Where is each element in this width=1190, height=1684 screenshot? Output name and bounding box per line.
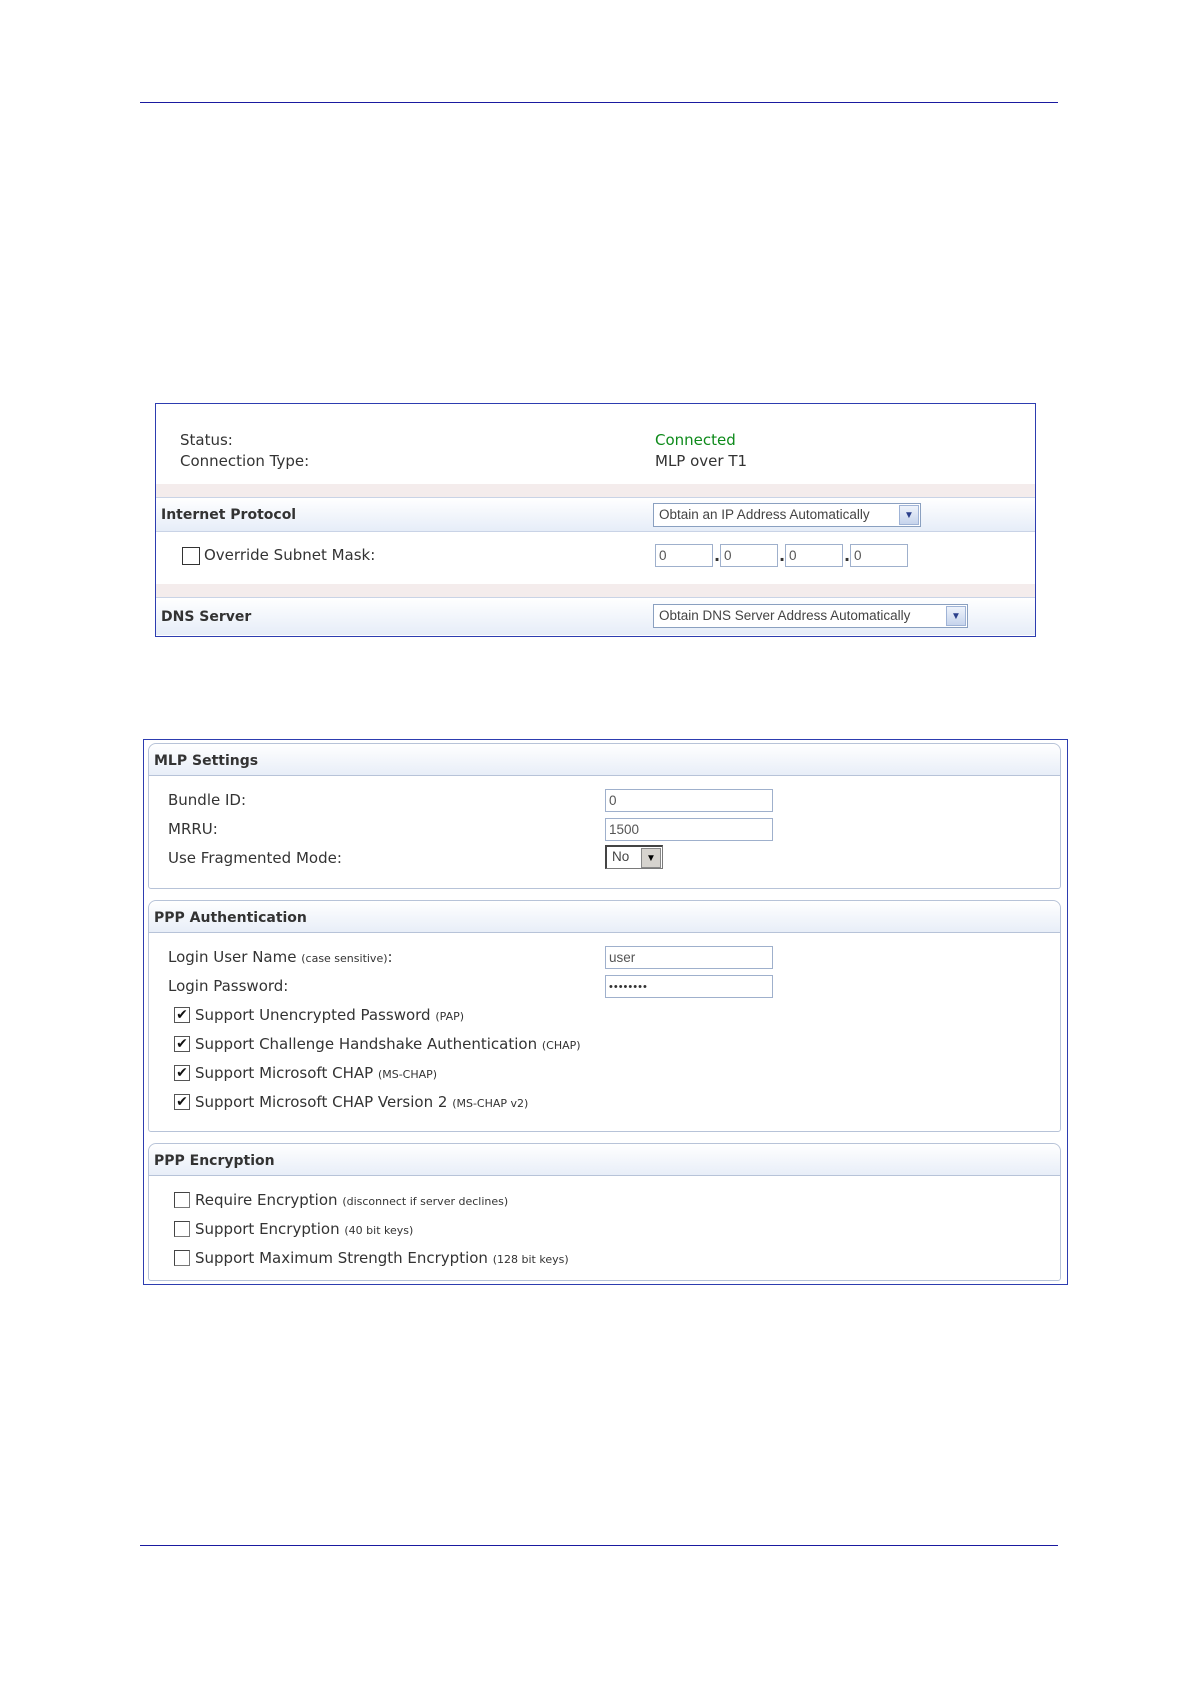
ms-chap-v2-label: Support Microsoft CHAP Version 2: [195, 1093, 448, 1111]
max-strength-encryption-label: Support Maximum Strength Encryption: [195, 1249, 488, 1267]
header-rule: [140, 102, 1058, 103]
dns-server-select[interactable]: [653, 604, 968, 628]
internet-protocol-header: Internet Protocol: [161, 507, 297, 523]
subnet-octet-4[interactable]: 0: [850, 544, 908, 567]
pap-checkbox[interactable]: ✔: [174, 1007, 190, 1023]
footer-rule: [140, 1545, 1058, 1546]
max-strength-encryption-option: [195, 1249, 569, 1267]
support-encryption-note: (40 bit keys): [344, 1224, 414, 1237]
support-encryption-checkbox[interactable]: [174, 1221, 190, 1237]
ms-chap-v2-checkbox[interactable]: ✔: [174, 1094, 190, 1110]
override-subnet-row: [156, 532, 1035, 584]
mrru-label: MRRU:: [168, 820, 218, 838]
ppp-authentication-header: PPP Authentication: [154, 910, 307, 926]
mlp-settings-header: MLP Settings: [154, 753, 259, 769]
support-encryption-label: Support Encryption: [195, 1220, 340, 1238]
bundle-id-input[interactable]: 0: [605, 789, 773, 812]
max-strength-encryption-checkbox[interactable]: [174, 1250, 190, 1266]
require-encryption-note: (disconnect if server declines): [342, 1195, 509, 1208]
ppp-encryption-group: [148, 1143, 1061, 1281]
connection-settings-panel: [155, 403, 1036, 637]
subnet-octet-1[interactable]: 0: [655, 544, 713, 567]
octet-separator: .: [779, 546, 786, 565]
octet-separator: .: [714, 546, 721, 565]
login-user-name-input[interactable]: user: [605, 946, 773, 969]
section-divider: [156, 584, 1035, 598]
override-subnet-checkbox[interactable]: [182, 547, 200, 565]
section-divider: [156, 484, 1035, 498]
status-value: Connected: [655, 431, 736, 449]
require-encryption-checkbox[interactable]: [174, 1192, 190, 1208]
dns-server-row: [156, 598, 1035, 635]
login-user-name-label: [168, 948, 393, 966]
ms-chap-option: [195, 1064, 437, 1082]
chap-label: Support Challenge Handshake Authentication: [195, 1035, 538, 1053]
ppp-encryption-header: PPP Encryption: [154, 1153, 275, 1169]
subnet-octet-3[interactable]: 0: [785, 544, 843, 567]
require-encryption-option: [195, 1191, 508, 1209]
ms-chap-note: (MS-CHAP): [377, 1068, 438, 1081]
dns-server-header: DNS Server: [161, 609, 252, 625]
login-user-name-text: Login User Name: [168, 948, 297, 966]
bundle-id-label: Bundle ID:: [168, 791, 247, 809]
octet-separator: .: [844, 546, 851, 565]
chap-option: [195, 1035, 581, 1053]
pap-option: [195, 1006, 464, 1024]
support-encryption-option: [195, 1220, 413, 1238]
status-label: Status:: [180, 431, 233, 449]
mlp-settings-header-bar: [149, 744, 1060, 776]
ms-chap-v2-option: [195, 1093, 528, 1111]
ms-chap-checkbox[interactable]: ✔: [174, 1065, 190, 1081]
mlp-settings-group: [148, 743, 1061, 889]
ppp-encryption-header-bar: [149, 1144, 1060, 1176]
mrru-input[interactable]: 1500: [605, 818, 773, 841]
mlp-ppp-settings-panel: [143, 739, 1068, 1285]
fragmented-mode-select[interactable]: [605, 845, 663, 869]
ppp-authentication-header-bar: [149, 901, 1060, 933]
case-sensitive-note: (case sensitive): [301, 952, 388, 965]
max-strength-encryption-note: (128 bit keys): [492, 1253, 569, 1266]
internet-protocol-row: [156, 498, 1035, 532]
internet-protocol-selected: Obtain an IP Address Automatically: [659, 507, 870, 522]
connection-type-value: MLP over T1: [655, 452, 748, 470]
login-user-name-colon: :: [387, 948, 393, 966]
subnet-octet-2[interactable]: 0: [720, 544, 778, 567]
internet-protocol-select[interactable]: [653, 503, 921, 527]
ms-chap-v2-note: (MS-CHAP v2): [452, 1097, 529, 1110]
pap-label: Support Unencrypted Password: [195, 1006, 431, 1024]
require-encryption-label: Require Encryption: [195, 1191, 338, 1209]
ms-chap-label: Support Microsoft CHAP: [195, 1064, 374, 1082]
fragmented-mode-label: Use Fragmented Mode:: [168, 849, 342, 867]
login-password-label: Login Password:: [168, 977, 289, 995]
chap-checkbox[interactable]: ✔: [174, 1036, 190, 1052]
connection-type-label: Connection Type:: [180, 452, 310, 470]
chevron-down-icon[interactable]: ▼: [946, 606, 966, 626]
chap-note: (CHAP): [541, 1039, 581, 1052]
dns-server-selected: Obtain DNS Server Address Automatically: [659, 608, 911, 623]
chevron-down-icon[interactable]: ▼: [899, 505, 919, 525]
chevron-down-icon[interactable]: ▼: [641, 848, 661, 868]
fragmented-mode-selected: No: [612, 849, 630, 864]
override-subnet-label: Override Subnet Mask:: [204, 546, 376, 564]
ppp-authentication-group: [148, 900, 1061, 1132]
login-password-input[interactable]: ••••••••: [605, 975, 773, 998]
status-area: [156, 404, 1035, 485]
pap-note: (PAP): [435, 1010, 465, 1023]
